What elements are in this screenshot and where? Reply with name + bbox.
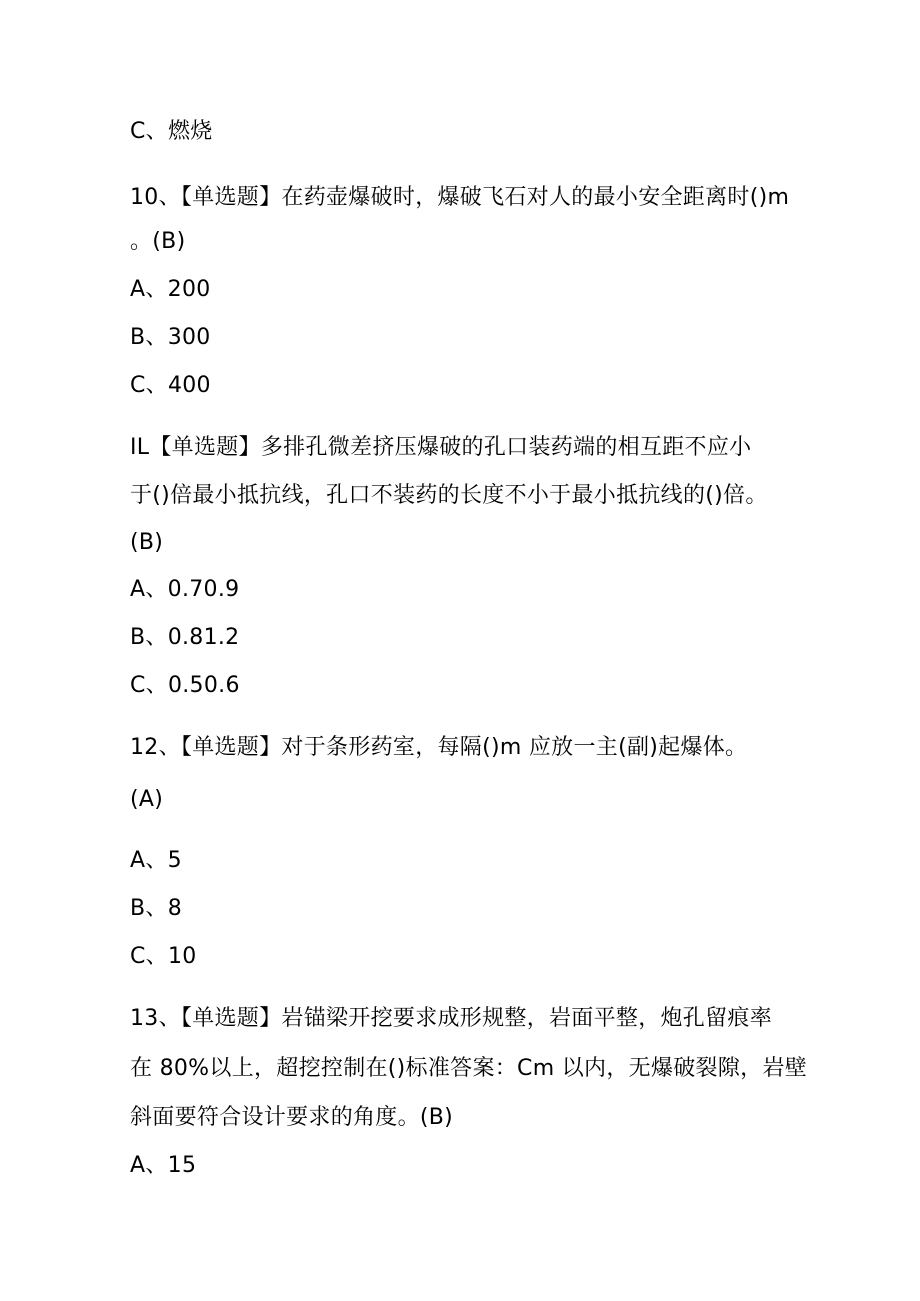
prev-question-option-c: C、燃烧: [130, 119, 213, 144]
question-12-option-b: B、8: [130, 896, 182, 921]
question-12-option-a: A、5: [130, 848, 182, 873]
question-13-option-a: A、15: [130, 1153, 197, 1178]
question-11-option-a: A、0.70.9: [130, 577, 240, 602]
question-10-stem-line-1: 10、【单选题】在药壶爆破时，爆破飞石对人的最小安全距离时()m: [130, 185, 790, 210]
question-11-option-c: C、0.50.6: [130, 673, 240, 698]
question-12-option-c: C、10: [130, 944, 197, 969]
question-11-stem-line-1: IL【单选题】多排孔微差挤压爆破的孔口装药端的相互距不应小: [130, 435, 752, 460]
question-12-stem-line-2: (A): [130, 787, 164, 812]
question-11-stem-line-3: (B): [130, 530, 164, 555]
question-10-stem-line-2: 。(B): [130, 229, 186, 254]
question-13-stem-line-3: 斜面要符合设计要求的角度。(B): [130, 1105, 454, 1130]
question-11-option-b: B、0.81.2: [130, 625, 240, 650]
question-11-stem-line-2: 于()倍最小抵抗线，孔口不装药的长度不小于最小抵抗线的()倍。: [130, 483, 768, 508]
question-12-stem-line-1: 12、【单选题】对于条形药室，每隔()m 应放一主(副)起爆体。: [130, 735, 748, 760]
question-13-stem-line-1: 13、【单选题】岩锚梁开挖要求成形规整，岩面平整，炮孔留痕率: [130, 1006, 772, 1031]
question-10-option-c: C、400: [130, 373, 211, 398]
question-13-stem-line-2: 在 80%以上，超挖控制在()标准答案：Cm 以内，无爆破裂隙，岩壁: [130, 1056, 808, 1081]
question-10-option-a: A、200: [130, 277, 211, 302]
question-10-option-b: B、300: [130, 325, 211, 350]
